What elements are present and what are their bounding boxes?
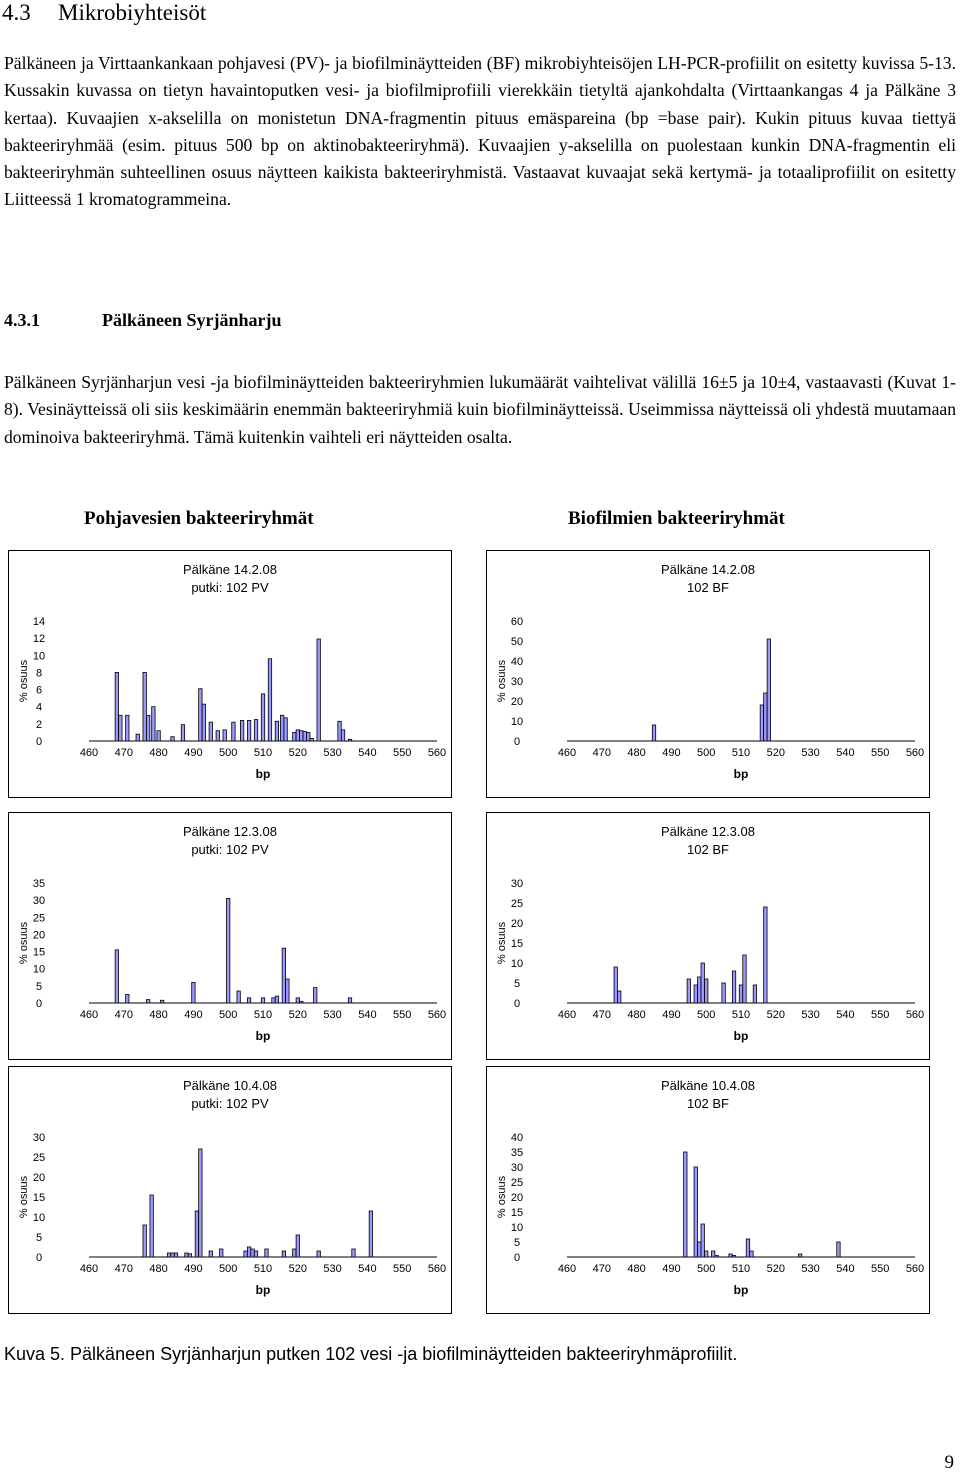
- y-tick-label: 12: [32, 633, 46, 646]
- x-tick-label: 510: [253, 747, 273, 759]
- bar: [715, 1256, 718, 1258]
- bar: [254, 1251, 257, 1257]
- chart-title-sample: 102 BF: [687, 842, 729, 857]
- y-tick-label: 25: [510, 898, 524, 910]
- bar: [764, 693, 767, 741]
- chart-title-date: Pälkäne 12.3.08: [183, 824, 277, 839]
- bar: [701, 963, 704, 1003]
- bar: [282, 948, 285, 1003]
- bar: [192, 982, 195, 1003]
- bar: [223, 730, 226, 741]
- bar: [753, 985, 756, 1003]
- bar: [764, 907, 767, 1003]
- x-tick-label: 470: [114, 747, 133, 759]
- x-tick-label: 490: [662, 747, 681, 759]
- y-tick-label: 30: [510, 1162, 524, 1174]
- x-tick-label: 560: [905, 747, 925, 759]
- x-tick-label: 460: [79, 1263, 99, 1275]
- bar: [254, 720, 257, 741]
- y-tick-label: 0: [513, 1252, 521, 1264]
- x-axis-label: bp: [255, 767, 271, 781]
- x-tick-label: 500: [219, 747, 238, 759]
- x-tick-label: 530: [323, 1263, 342, 1275]
- bar: [652, 725, 655, 741]
- bar: [202, 704, 205, 741]
- bar: [143, 672, 146, 741]
- bar: [300, 1001, 303, 1003]
- x-tick-label: 560: [905, 1009, 925, 1021]
- y-axis-label: % osuus: [18, 1175, 30, 1219]
- x-tick-label: 510: [731, 747, 751, 759]
- y-tick-label: 25: [510, 1177, 524, 1189]
- chart-biofilm-14-2-08: [486, 550, 930, 798]
- y-tick-label: 20: [32, 1172, 46, 1184]
- x-tick-label: 530: [323, 1009, 342, 1021]
- bar: [247, 720, 250, 741]
- bar: [244, 1251, 247, 1257]
- x-tick-label: 490: [662, 1009, 681, 1021]
- bar: [232, 722, 235, 741]
- y-tick-label: 60: [510, 616, 524, 628]
- bar: [352, 1249, 355, 1257]
- bar: [119, 715, 122, 741]
- chart-plot: [9, 1067, 453, 1315]
- x-tick-label: 500: [697, 747, 716, 759]
- bar: [314, 988, 317, 1003]
- bar: [293, 732, 296, 741]
- y-axis-label: % osuus: [18, 659, 30, 703]
- subsection-heading: [4, 310, 282, 331]
- y-tick-label: 0: [35, 998, 43, 1010]
- bar: [146, 1000, 149, 1003]
- bar: [698, 977, 701, 1003]
- bar: [618, 991, 621, 1003]
- bar: [143, 1225, 146, 1257]
- x-tick-label: 460: [557, 1009, 577, 1021]
- x-axis-label: bp: [255, 1029, 271, 1043]
- bar: [174, 1253, 177, 1257]
- x-tick-label: 460: [557, 1263, 577, 1275]
- x-tick-label: 530: [801, 1009, 820, 1021]
- bar: [146, 715, 149, 741]
- bar: [614, 967, 617, 1003]
- y-tick-label: 20: [510, 1192, 524, 1204]
- y-tick-label: 30: [32, 1132, 46, 1144]
- bar: [722, 983, 725, 1003]
- x-tick-label: 490: [184, 747, 203, 759]
- bar: [188, 1254, 191, 1257]
- page-number: 9: [944, 1452, 954, 1473]
- bar: [171, 1253, 174, 1257]
- bar: [760, 705, 763, 741]
- bar: [296, 1235, 299, 1257]
- bar: [293, 1249, 296, 1257]
- x-tick-label: 480: [149, 1263, 168, 1275]
- x-tick-label: 520: [766, 747, 785, 759]
- x-tick-label: 480: [627, 747, 646, 759]
- x-tick-label: 510: [731, 1263, 751, 1275]
- bar: [284, 718, 287, 741]
- x-tick-label: 510: [253, 1009, 273, 1021]
- bar: [307, 732, 310, 741]
- y-axis-label: % osuus: [496, 1175, 508, 1219]
- bar: [185, 1253, 188, 1257]
- chart-plot: [487, 1067, 931, 1315]
- y-tick-label: 10: [32, 1212, 46, 1224]
- x-tick-label: 470: [592, 1009, 611, 1021]
- section-number: 4.3: [2, 0, 31, 25]
- bar: [310, 738, 313, 741]
- y-axis-label: % osuus: [496, 659, 508, 703]
- y-tick-label: 5: [513, 978, 521, 990]
- column-header-water: Pohjavesien bakteeriryhmät: [84, 508, 314, 529]
- bar: [220, 1249, 223, 1257]
- bar: [743, 955, 746, 1003]
- x-tick-label: 500: [697, 1009, 716, 1021]
- chart-water-12-3-08: [8, 812, 452, 1060]
- bar: [746, 1239, 749, 1257]
- x-tick-label: 460: [557, 747, 577, 759]
- bar: [160, 1000, 163, 1003]
- chart-title-sample: putki: 102 PV: [191, 580, 269, 595]
- bar: [261, 694, 264, 741]
- bar: [296, 998, 299, 1003]
- bar: [209, 1251, 212, 1257]
- bar: [157, 731, 160, 741]
- x-tick-label: 540: [358, 1263, 377, 1275]
- y-tick-label: 14: [32, 616, 46, 628]
- bar: [171, 737, 174, 741]
- y-tick-label: 5: [35, 980, 43, 993]
- y-tick-label: 30: [510, 676, 524, 688]
- bar: [798, 1254, 801, 1257]
- bar: [275, 996, 278, 1003]
- x-tick-label: 530: [801, 747, 820, 759]
- bar: [348, 998, 351, 1003]
- figure-caption: Kuva 5. Pälkäneen Syrjänharjun putken 102 vesi -ja biofilminäytteiden bakteeriryhmäprofiilit.: [4, 1344, 738, 1364]
- bar: [181, 725, 184, 741]
- bar: [300, 731, 303, 741]
- x-tick-label: 550: [393, 1009, 412, 1021]
- bar: [126, 994, 129, 1003]
- x-tick-label: 540: [358, 747, 377, 759]
- x-tick-label: 480: [149, 747, 168, 759]
- x-tick-label: 550: [871, 1009, 890, 1021]
- bar: [247, 1247, 250, 1257]
- x-tick-label: 540: [836, 747, 855, 759]
- y-tick-label: 0: [35, 736, 43, 748]
- x-axis-label: bp: [255, 1283, 271, 1297]
- chart-water-10-4-08: [8, 1066, 452, 1314]
- chart-plot: [487, 551, 931, 799]
- y-tick-label: 6: [35, 684, 43, 697]
- y-tick-label: 20: [510, 918, 524, 930]
- x-tick-label: 490: [184, 1009, 203, 1021]
- bar: [705, 979, 708, 1003]
- x-tick-label: 480: [627, 1263, 646, 1275]
- bar: [705, 1251, 708, 1257]
- x-tick-label: 520: [288, 747, 307, 759]
- bar: [199, 689, 202, 741]
- bar: [126, 715, 129, 741]
- bar: [268, 659, 271, 741]
- y-tick-label: 10: [32, 963, 46, 976]
- x-tick-label: 560: [427, 1009, 447, 1021]
- y-tick-label: 5: [35, 1232, 43, 1244]
- chart-biofilm-10-4-08: [486, 1066, 930, 1314]
- results-paragraph: Pälkäneen Syrjänharjun vesi -ja biofilminäytteiden bakteeriryhmien lukumäärät vaihtelivat välillä 16±5 ja 10±4, vastaavasti (Kuvat 1-8). Vesinäytteissä oli siis keskimäärin enemmän bakteeriryhmiä kuin biofilminäytteissä. Useimmissa näytteissä oli yhdestä muutamaan dominoiva bakteeriryhmä. Tämä kuitenkin vaihteli eri näytteiden osalta.: [4, 372, 956, 447]
- bar: [701, 1224, 704, 1257]
- x-tick-label: 520: [288, 1263, 307, 1275]
- chart-title-date: Pälkäne 14.2.08: [183, 562, 277, 577]
- intro-paragraph: Pälkäneen ja Virttaankankaan pohjavesi (PV)- ja biofilminäytteiden (BF) mikrobiyhteisöjen LH-PCR-profiilit on esitetty kuvissa 5-13. Kussakin kuvassa on tietyn havaintoputken vesi- ja biofilmiprofiili vierekkäin tietyltä ajankohdalta (Virttaankangas 4 ja Pälkäne 3 kertaa). Kuvaajien x-akselilla on monistetun DNA-fragmentin pituus emäspareina (bp =base pair). Kukin pituus kuvaa tiettyä bakteeriryhmää (esim. pituus 500 bp on aktinobakteeriryhmä). Kuvaajien y-akselilla on puolestaan kunkin DNA-fragmentin eli bakteeriryhmän suhteellinen osuus näytteen kaikista bakteeriryhmistä. Vastaavat kuvaajat sekä kertymä- ja totaaliprofiilit on esitetty Liitteessä 1 kromatogrammeina.: [4, 53, 956, 210]
- y-tick-label: 35: [510, 1147, 524, 1159]
- y-tick-label: 0: [513, 736, 521, 748]
- x-axis-label: bp: [733, 767, 749, 781]
- chart-title-sample: 102 BF: [687, 1096, 729, 1111]
- bar: [837, 1242, 840, 1257]
- bar: [152, 707, 155, 741]
- chart-title-sample: 102 BF: [687, 580, 729, 595]
- chart-title-date: Pälkäne 10.4.08: [661, 1078, 755, 1093]
- x-axis-label: bp: [733, 1029, 749, 1043]
- bar: [739, 985, 742, 1003]
- x-tick-label: 500: [697, 1263, 716, 1275]
- bar: [136, 734, 139, 741]
- bar: [317, 639, 320, 741]
- bar: [732, 971, 735, 1003]
- x-tick-label: 490: [184, 1263, 203, 1275]
- bar: [684, 1152, 687, 1257]
- bar: [195, 1211, 198, 1257]
- bar: [280, 715, 283, 741]
- bar: [729, 1254, 732, 1257]
- bar: [247, 998, 250, 1003]
- bar: [687, 979, 690, 1003]
- x-tick-label: 470: [114, 1263, 133, 1275]
- x-tick-label: 500: [219, 1009, 238, 1021]
- bar: [694, 985, 697, 1003]
- x-tick-label: 550: [871, 1263, 890, 1275]
- y-tick-label: 25: [32, 912, 46, 925]
- x-tick-label: 540: [358, 1009, 377, 1021]
- chart-biofilm-12-3-08: [486, 812, 930, 1060]
- y-tick-label: 10: [510, 1222, 524, 1234]
- x-tick-label: 560: [427, 747, 447, 759]
- bar: [348, 739, 351, 741]
- bar: [272, 998, 275, 1003]
- y-tick-label: 5: [513, 1237, 521, 1249]
- bar: [694, 1167, 697, 1257]
- chart-plot: [9, 813, 453, 1061]
- x-tick-label: 520: [288, 1009, 307, 1021]
- x-axis-label: bp: [733, 1283, 749, 1297]
- bar: [167, 1253, 170, 1257]
- y-tick-label: 0: [35, 1252, 43, 1264]
- y-tick-label: 50: [510, 636, 524, 648]
- bar: [286, 979, 289, 1003]
- y-tick-label: 15: [510, 1207, 524, 1219]
- bar: [338, 721, 341, 741]
- bar: [317, 1251, 320, 1257]
- chart-title-date: Pälkäne 14.2.08: [661, 562, 755, 577]
- y-tick-label: 40: [510, 656, 524, 668]
- bar: [275, 721, 278, 741]
- column-header-biofilm: Biofilmien bakteeriryhmät: [568, 508, 785, 529]
- subsection-number: 4.3.1: [4, 310, 40, 330]
- y-tick-label: 2: [35, 718, 43, 731]
- x-tick-label: 500: [219, 1263, 238, 1275]
- x-tick-label: 510: [253, 1263, 273, 1275]
- chart-title-date: Pälkäne 10.4.08: [183, 1078, 277, 1093]
- bar: [711, 1251, 714, 1257]
- x-tick-label: 460: [79, 747, 99, 759]
- x-tick-label: 540: [836, 1009, 855, 1021]
- y-tick-label: 15: [32, 1192, 46, 1204]
- x-tick-label: 560: [427, 1263, 447, 1275]
- bar: [209, 722, 212, 741]
- y-tick-label: 4: [35, 701, 43, 714]
- bar: [199, 1149, 202, 1257]
- chart-title-date: Pälkäne 12.3.08: [661, 824, 755, 839]
- bar: [296, 730, 299, 741]
- y-tick-label: 10: [32, 650, 46, 663]
- bar: [265, 1249, 268, 1257]
- y-tick-label: 40: [510, 1132, 524, 1144]
- x-tick-label: 550: [393, 747, 412, 759]
- y-tick-label: 30: [510, 878, 524, 890]
- x-tick-label: 470: [592, 1263, 611, 1275]
- bar: [750, 1251, 753, 1257]
- chart-title-sample: putki: 102 PV: [191, 842, 269, 857]
- bar: [240, 720, 243, 741]
- bar: [732, 1256, 735, 1258]
- x-tick-label: 480: [149, 1009, 168, 1021]
- bar: [115, 672, 118, 741]
- y-tick-label: 35: [32, 878, 46, 890]
- x-tick-label: 470: [592, 747, 611, 759]
- bar: [767, 639, 770, 741]
- x-tick-label: 530: [801, 1263, 820, 1275]
- y-tick-label: 0: [513, 998, 521, 1010]
- x-tick-label: 550: [871, 747, 890, 759]
- y-tick-label: 20: [510, 696, 524, 708]
- bar: [341, 730, 344, 741]
- y-tick-label: 15: [510, 938, 524, 950]
- x-tick-label: 540: [836, 1263, 855, 1275]
- y-tick-label: 10: [510, 958, 524, 970]
- bar: [282, 1251, 285, 1257]
- y-tick-label: 30: [32, 895, 46, 908]
- y-axis-label: % osuus: [18, 921, 30, 965]
- x-tick-label: 550: [393, 1263, 412, 1275]
- x-tick-label: 460: [79, 1009, 99, 1021]
- bar: [227, 898, 230, 1003]
- bar: [150, 1195, 153, 1257]
- y-tick-label: 8: [35, 667, 43, 680]
- x-tick-label: 530: [323, 747, 342, 759]
- x-tick-label: 520: [766, 1009, 785, 1021]
- bar: [251, 1249, 254, 1257]
- x-tick-label: 480: [627, 1009, 646, 1021]
- y-axis-label: % osuus: [496, 921, 508, 965]
- x-tick-label: 470: [114, 1009, 133, 1021]
- chart-plot: [487, 813, 931, 1061]
- bar: [261, 998, 264, 1003]
- y-tick-label: 25: [32, 1152, 46, 1164]
- bar: [237, 991, 240, 1003]
- y-tick-label: 15: [32, 946, 46, 959]
- subsection-title: Pälkäneen Syrjänharju: [102, 310, 282, 330]
- bar: [369, 1211, 372, 1257]
- x-tick-label: 520: [766, 1263, 785, 1275]
- section-heading: [2, 0, 206, 26]
- y-tick-label: 20: [32, 929, 46, 942]
- y-tick-label: 10: [510, 716, 524, 728]
- x-tick-label: 490: [662, 1263, 681, 1275]
- x-tick-label: 510: [731, 1009, 751, 1021]
- chart-water-14-2-08: [8, 550, 452, 798]
- section-title: Mikrobiyhteisöt: [58, 0, 207, 25]
- chart-title-sample: putki: 102 PV: [191, 1096, 269, 1111]
- bar: [698, 1242, 701, 1257]
- bar: [115, 950, 118, 1003]
- chart-plot: [9, 551, 453, 799]
- bar: [303, 732, 306, 741]
- bar: [216, 731, 219, 741]
- x-tick-label: 560: [905, 1263, 925, 1275]
